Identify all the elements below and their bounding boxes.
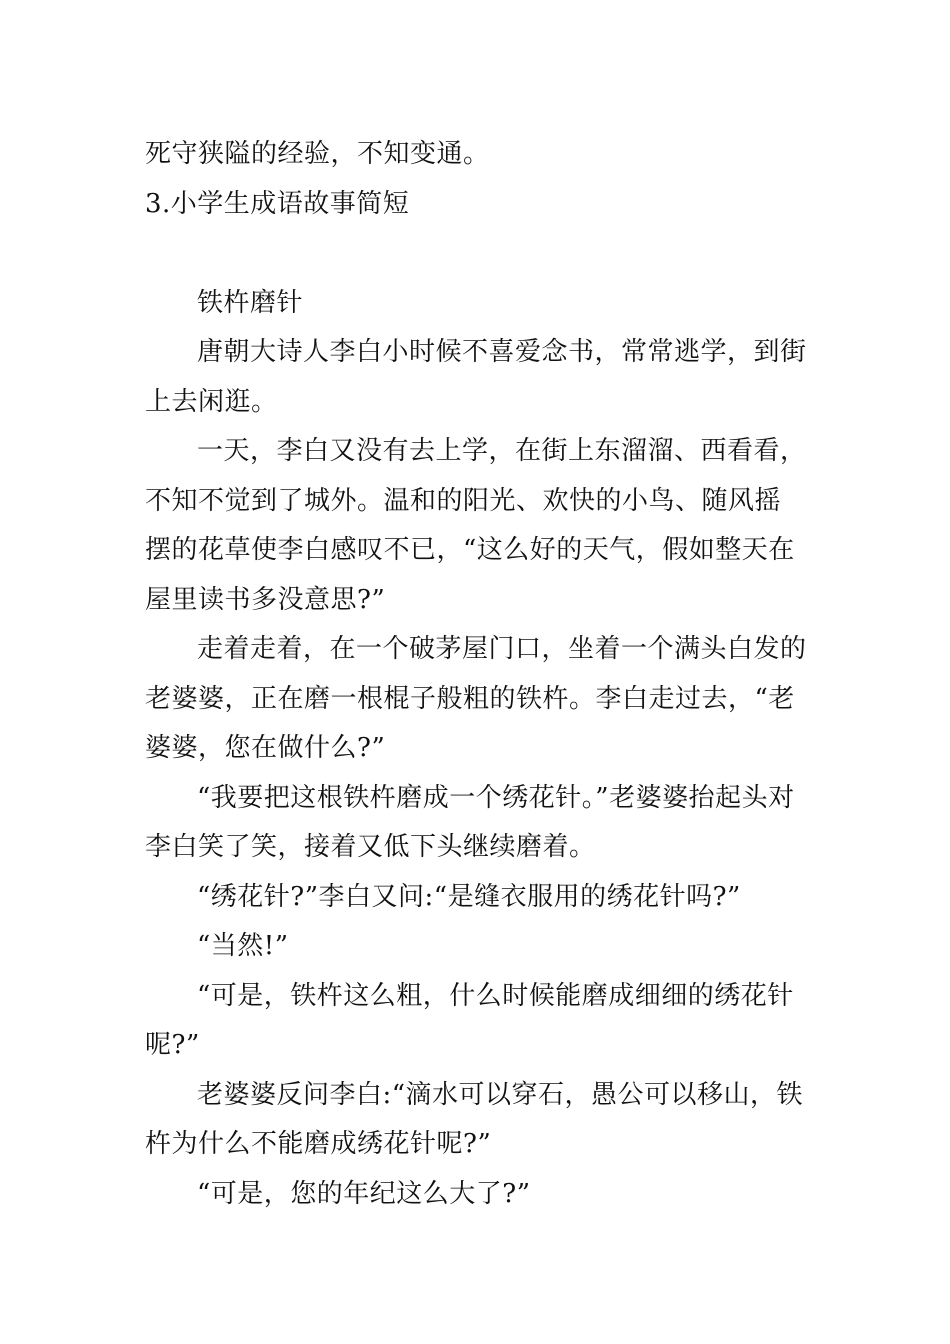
story-title: 铁杵磨针 [197,287,304,318]
paragraph-2: 一天，李白又没有去上学，在街上东溜溜、西看看，不知不觉到了城外。温和的阳光、欢快的小鸟、随风摇摆的花草使李白感叹不已，“这么好的天气，假如整天在屋里读书多没意思?” [145,436,807,615]
paragraph-3: 走着走着，在一个破茅屋门口，坐着一个满头白发的老婆婆，正在磨一根棍子般粗的铁杵。李白走过去，“老婆婆，您在做什么?” [145,634,807,763]
section-heading: 3.小学生成语故事简短 [145,188,410,219]
paragraph-8: 老婆婆反问李白:“滴水可以穿石，愚公可以移山，铁杵为什么不能磨成绣花针呢?” [145,1079,804,1159]
paragraph-1: 唐朝大诗人李白小时候不喜爱念书，常常逃学，到街上去闲逛。 [145,337,807,417]
paragraph-5: “绣花针?”李白又问:“是缝衣服用的绣花针吗?” [197,881,741,912]
paragraph-7: “可是，铁杵这么粗，什么时候能磨成细细的绣花针呢?” [145,980,794,1060]
paragraph-4: “我要把这根铁杵磨成一个绣花针。”老婆婆抬起头对李白笑了笑，接着又低下头继续磨着。 [145,782,795,862]
document-body [145,130,807,1219]
blank-line [145,229,807,279]
paragraph-9: “可是，您的年纪这么大了?” [197,1178,531,1209]
lead-line: 死守狭隘的经验，不知变通。 [145,139,490,169]
paragraph-6: “当然!” [197,931,289,961]
